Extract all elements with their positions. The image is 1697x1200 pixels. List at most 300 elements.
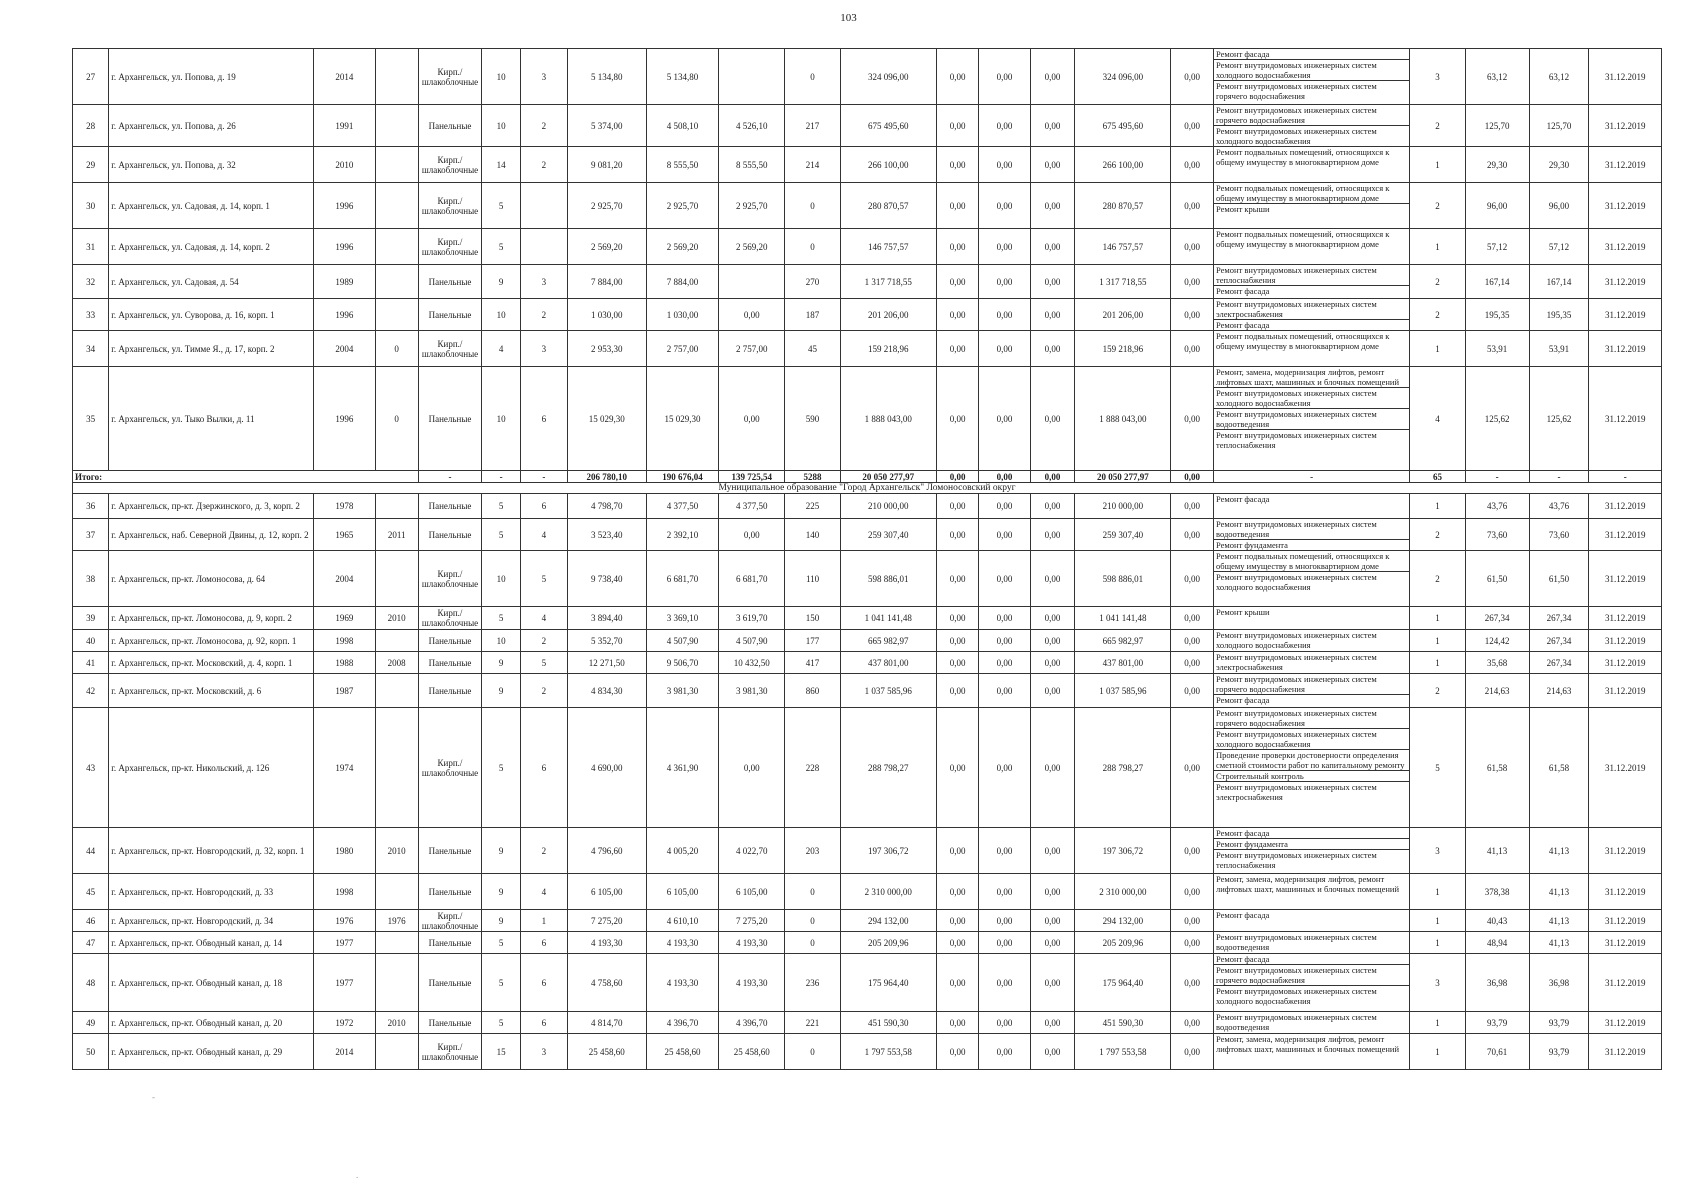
total-cost-cell: 324 096,00 <box>840 49 936 105</box>
works-count-cell: 1 <box>1410 652 1465 674</box>
reconstruction-year-cell: 2010 <box>375 607 418 630</box>
works-count-cell: 3 <box>1410 49 1465 105</box>
max-unit-cost-cell: 267,34 <box>1529 630 1589 652</box>
total-area-cell: 9 738,40 <box>567 551 646 607</box>
local-budget-cell: 0,00 <box>1030 954 1075 1012</box>
work-item: Ремонт внутридомовых инженерных систем холодного водоснабжения <box>1214 729 1409 750</box>
residents-cell: 0 <box>785 910 840 932</box>
works-list-cell <box>1214 183 1410 229</box>
totals-local: 0,00 <box>1030 471 1075 483</box>
total-area-cell: 5 374,00 <box>567 105 646 147</box>
totals-row <box>73 471 1662 483</box>
reconstruction-year-cell <box>375 551 418 607</box>
local-budget-cell: 0,00 <box>1030 652 1075 674</box>
address-cell: г. Архангельск, пр-кт. Новгородский, д. 34 <box>109 910 314 932</box>
living-area-cell: 15 029,30 <box>646 367 719 471</box>
fund-cell: 0,00 <box>936 147 979 183</box>
total-area-cell: 9 081,20 <box>567 147 646 183</box>
works-count-cell: 1 <box>1410 1012 1465 1034</box>
reconstruction-year-cell <box>375 299 418 331</box>
completion-date-cell: 31.12.2019 <box>1589 183 1662 229</box>
work-item: Ремонт фасада <box>1216 910 1270 920</box>
works-count-cell: 1 <box>1410 874 1465 910</box>
living-area-cell: 3 981,30 <box>646 674 719 708</box>
works-list-cell <box>1214 910 1410 932</box>
work-item: Ремонт внутридомовых инженерных систем водоотведения <box>1214 409 1409 430</box>
private-area-cell: 8 555,50 <box>719 147 785 183</box>
local-budget-cell: 0,00 <box>1030 674 1075 708</box>
local-budget-cell: 0,00 <box>1030 519 1075 551</box>
address-cell: г. Архангельск, пр-кт. Новгородский, д. 33 <box>109 874 314 910</box>
other-funds-cell: 0,00 <box>1171 630 1214 652</box>
floors-cell: 15 <box>482 1034 520 1070</box>
unit-cost-cell: 35,68 <box>1465 652 1529 674</box>
address-cell: г. Архангельск, ул. Попова, д. 32 <box>109 147 314 183</box>
works-list-cell <box>1214 367 1410 471</box>
private-area-cell: 4 507,90 <box>719 630 785 652</box>
entrances-cell: 2 <box>520 674 567 708</box>
work-item: Строительный контроль <box>1214 771 1409 782</box>
table-row <box>73 331 1662 367</box>
max-unit-cost-cell: 267,34 <box>1529 652 1589 674</box>
work-item: Ремонт внутридомовых инженерных систем холодного водоснабжения <box>1216 126 1377 146</box>
unit-cost-cell: 167,14 <box>1465 265 1529 299</box>
reconstruction-year-cell <box>375 494 418 519</box>
work-item: Ремонт внутридомовых инженерных систем теплоснабжения <box>1216 850 1377 870</box>
unit-cost-cell: 195,35 <box>1465 299 1529 331</box>
entrances-cell: 2 <box>520 630 567 652</box>
max-unit-cost-cell: 214,63 <box>1529 674 1589 708</box>
totals-total-area: 206 780,10 <box>567 471 646 483</box>
works-list-cell <box>1214 1034 1410 1070</box>
table-row <box>73 265 1662 299</box>
floors-cell: 9 <box>482 265 520 299</box>
unit-cost-cell: 125,70 <box>1465 105 1529 147</box>
totals-private-area: 139 725,54 <box>719 471 785 483</box>
local-budget-cell: 0,00 <box>1030 147 1075 183</box>
living-area-cell: 4 377,50 <box>646 494 719 519</box>
totals-dash: - <box>1589 471 1662 483</box>
regional-budget-cell: 0,00 <box>979 229 1030 265</box>
address-cell: г. Архангельск, пр-кт. Ломоносова, д. 9, корп. 2 <box>109 607 314 630</box>
work-item: Ремонт внутридомовых инженерных систем водоотведения <box>1216 932 1377 952</box>
fund-cell: 0,00 <box>936 607 979 630</box>
section-title: Муниципальное образование "Город Архангельск" Ломоносовский округ <box>73 483 1662 494</box>
total-area-cell: 4 690,00 <box>567 708 646 828</box>
work-item: Ремонт внутридомовых инженерных систем холодного водоснабжения <box>1216 572 1377 592</box>
row-number: 46 <box>73 910 109 932</box>
total-cost-cell: 1 317 718,55 <box>840 265 936 299</box>
reconstruction-year-cell: 0 <box>375 331 418 367</box>
address-cell: г. Архангельск, ул. Попова, д. 19 <box>109 49 314 105</box>
table-row <box>73 105 1662 147</box>
totals-dash: - <box>520 471 567 483</box>
max-unit-cost-cell: 96,00 <box>1529 183 1589 229</box>
table-row <box>73 494 1662 519</box>
floors-cell: 5 <box>482 229 520 265</box>
works-count-cell: 2 <box>1410 183 1465 229</box>
wall-material-cell: Кирп./ шлакоблочные <box>418 229 482 265</box>
living-area-cell: 1 030,00 <box>646 299 719 331</box>
work-item: Ремонт фундамента <box>1214 839 1409 850</box>
owners-funds-cell: 1 797 553,58 <box>1075 1034 1171 1070</box>
works-count-cell: 1 <box>1410 630 1465 652</box>
total-area-cell: 7 275,20 <box>567 910 646 932</box>
local-budget-cell: 0,00 <box>1030 551 1075 607</box>
total-area-cell: 4 193,30 <box>567 932 646 954</box>
totals-dash: - <box>1465 471 1529 483</box>
wall-material-cell: Кирп./ шлакоблочные <box>418 910 482 932</box>
works-list-cell <box>1214 551 1410 607</box>
work-item: Ремонт крыши <box>1216 607 1270 617</box>
regional-budget-cell: 0,00 <box>979 874 1030 910</box>
works-list-cell <box>1214 494 1410 519</box>
totals-living-area: 190 676,04 <box>646 471 719 483</box>
entrances-cell: 3 <box>520 265 567 299</box>
table-row <box>73 607 1662 630</box>
unit-cost-cell: 29,30 <box>1465 147 1529 183</box>
table-row <box>73 551 1662 607</box>
total-cost-cell: 2 310 000,00 <box>840 874 936 910</box>
row-number: 50 <box>73 1034 109 1070</box>
private-area-cell: 4 377,50 <box>719 494 785 519</box>
wall-material-cell: Панельные <box>418 299 482 331</box>
private-area-cell: 0,00 <box>719 708 785 828</box>
work-item: Ремонт подвальных помещений, относящихся к общему имуществу в многоквартирном доме <box>1216 331 1390 351</box>
entrances-cell: 6 <box>520 932 567 954</box>
private-area-cell: 0,00 <box>719 519 785 551</box>
entrances-cell: 6 <box>520 367 567 471</box>
floors-cell: 9 <box>482 874 520 910</box>
table-row <box>73 910 1662 932</box>
work-item: Ремонт внутридомовых инженерных систем теплоснабжения <box>1214 265 1409 286</box>
max-unit-cost-cell: 93,79 <box>1529 1034 1589 1070</box>
works-list-cell <box>1214 828 1410 874</box>
reconstruction-year-cell: 1976 <box>375 910 418 932</box>
totals-residents: 5288 <box>785 471 840 483</box>
other-funds-cell: 0,00 <box>1171 519 1214 551</box>
works-count-cell: 3 <box>1410 954 1465 1012</box>
residents-cell: 860 <box>785 674 840 708</box>
work-item: Ремонт фасада <box>1214 954 1409 965</box>
owners-funds-cell: 1 317 718,55 <box>1075 265 1171 299</box>
unit-cost-cell: 125,62 <box>1465 367 1529 471</box>
living-area-cell: 6 681,70 <box>646 551 719 607</box>
unit-cost-cell: 57,12 <box>1465 229 1529 265</box>
living-area-cell: 6 105,00 <box>646 874 719 910</box>
private-area-cell: 3 619,70 <box>719 607 785 630</box>
row-number: 39 <box>73 607 109 630</box>
fund-cell: 0,00 <box>936 910 979 932</box>
total-cost-cell: 451 590,30 <box>840 1012 936 1034</box>
work-item: Ремонт фасада <box>1216 695 1270 705</box>
residents-cell: 0 <box>785 229 840 265</box>
address-cell: г. Архангельск, ул. Тимме Я., д. 17, корп. 2 <box>109 331 314 367</box>
work-item: Ремонт внутридомовых инженерных систем холодного водоснабжения <box>1214 388 1409 409</box>
max-unit-cost-cell: 41,13 <box>1529 874 1589 910</box>
table-row <box>73 49 1662 105</box>
living-area-cell: 4 193,30 <box>646 932 719 954</box>
private-area-cell: 0,00 <box>719 299 785 331</box>
totals-regional: 0,00 <box>979 471 1030 483</box>
completion-date-cell: 31.12.2019 <box>1589 265 1662 299</box>
table-row <box>73 874 1662 910</box>
address-cell: г. Архангельск, наб. Северной Двины, д. 12, корп. 2 <box>109 519 314 551</box>
unit-cost-cell: 93,79 <box>1465 1012 1529 1034</box>
completion-date-cell: 31.12.2019 <box>1589 954 1662 1012</box>
commission-year-cell: 1989 <box>314 265 376 299</box>
row-number: 37 <box>73 519 109 551</box>
row-number: 28 <box>73 105 109 147</box>
works-count-cell: 1 <box>1410 229 1465 265</box>
residents-cell: 150 <box>785 607 840 630</box>
completion-date-cell: 31.12.2019 <box>1589 1012 1662 1034</box>
total-cost-cell: 146 757,57 <box>840 229 936 265</box>
unit-cost-cell: 53,91 <box>1465 331 1529 367</box>
wall-material-cell: Панельные <box>418 954 482 1012</box>
unit-cost-cell: 214,63 <box>1465 674 1529 708</box>
reconstruction-year-cell: 0 <box>375 367 418 471</box>
regional-budget-cell: 0,00 <box>979 105 1030 147</box>
wall-material-cell: Кирп./ шлакоблочные <box>418 183 482 229</box>
unit-cost-cell: 36,98 <box>1465 954 1529 1012</box>
completion-date-cell: 31.12.2019 <box>1589 229 1662 265</box>
work-item: Ремонт внутридомовых инженерных систем горячего водоснабжения <box>1216 81 1377 101</box>
total-area-cell: 2 925,70 <box>567 183 646 229</box>
completion-date-cell: 31.12.2019 <box>1589 874 1662 910</box>
private-area-cell: 6 681,70 <box>719 551 785 607</box>
reconstruction-year-cell <box>375 105 418 147</box>
commission-year-cell: 1998 <box>314 630 376 652</box>
residents-cell: 417 <box>785 652 840 674</box>
work-item: Ремонт, замена, модернизация лифтов, ремонт лифтовых шахт, машинных и блочных помещений <box>1216 1034 1400 1054</box>
regional-budget-cell: 0,00 <box>979 1034 1030 1070</box>
floors-cell: 5 <box>482 519 520 551</box>
max-unit-cost-cell: 29,30 <box>1529 147 1589 183</box>
unit-cost-cell: 267,34 <box>1465 607 1529 630</box>
fund-cell: 0,00 <box>936 299 979 331</box>
regional-budget-cell: 0,00 <box>979 910 1030 932</box>
owners-funds-cell: 294 132,00 <box>1075 910 1171 932</box>
private-area-cell: 3 981,30 <box>719 674 785 708</box>
owners-funds-cell: 210 000,00 <box>1075 494 1171 519</box>
total-cost-cell: 280 870,57 <box>840 183 936 229</box>
page-number: 103 <box>840 12 857 24</box>
table-row <box>73 229 1662 265</box>
total-area-cell: 3 894,40 <box>567 607 646 630</box>
works-list-cell <box>1214 519 1410 551</box>
total-area-cell: 25 458,60 <box>567 1034 646 1070</box>
total-area-cell: 4 798,70 <box>567 494 646 519</box>
floors-cell: 10 <box>482 105 520 147</box>
residents-cell: 221 <box>785 1012 840 1034</box>
living-area-cell: 2 757,00 <box>646 331 719 367</box>
works-count-cell: 2 <box>1410 105 1465 147</box>
private-area-cell: 2 757,00 <box>719 331 785 367</box>
residents-cell: 203 <box>785 828 840 874</box>
work-item: Ремонт фундамента <box>1216 540 1288 550</box>
fund-cell: 0,00 <box>936 1034 979 1070</box>
other-funds-cell: 0,00 <box>1171 652 1214 674</box>
private-area-cell: 25 458,60 <box>719 1034 785 1070</box>
other-funds-cell: 0,00 <box>1171 1034 1214 1070</box>
address-cell: г. Архангельск, пр-кт. Обводный канал, д. 20 <box>109 1012 314 1034</box>
private-area-cell: 4 193,30 <box>719 954 785 1012</box>
reconstruction-year-cell: 2008 <box>375 652 418 674</box>
entrances-cell <box>520 229 567 265</box>
row-number: 32 <box>73 265 109 299</box>
private-area-cell: 6 105,00 <box>719 874 785 910</box>
entrances-cell: 4 <box>520 519 567 551</box>
row-number: 35 <box>73 367 109 471</box>
local-budget-cell: 0,00 <box>1030 299 1075 331</box>
works-list-cell <box>1214 147 1410 183</box>
total-area-cell: 4 834,30 <box>567 674 646 708</box>
completion-date-cell: 31.12.2019 <box>1589 494 1662 519</box>
address-cell: г. Архангельск, ул. Садовая, д. 14, корп. 1 <box>109 183 314 229</box>
local-budget-cell: 0,00 <box>1030 494 1075 519</box>
owners-funds-cell: 201 206,00 <box>1075 299 1171 331</box>
living-area-cell: 4 361,90 <box>646 708 719 828</box>
total-area-cell: 4 814,70 <box>567 1012 646 1034</box>
work-item: Ремонт внутридомовых инженерных систем горячего водоснабжения <box>1214 674 1409 695</box>
entrances-cell: 2 <box>520 828 567 874</box>
works-count-cell: 2 <box>1410 265 1465 299</box>
entrances-cell: 3 <box>520 1034 567 1070</box>
entrances-cell: 6 <box>520 954 567 1012</box>
floors-cell: 5 <box>482 494 520 519</box>
commission-year-cell: 1976 <box>314 910 376 932</box>
work-item: Ремонт внутридомовых инженерных систем холодного водоснабжения <box>1216 630 1377 650</box>
unit-cost-cell: 124,42 <box>1465 630 1529 652</box>
work-item: Ремонт внутридомовых инженерных систем водоотведения <box>1216 1012 1377 1032</box>
wall-material-cell: Панельные <box>418 674 482 708</box>
address-cell: г. Архангельск, пр-кт. Обводный канал, д. 18 <box>109 954 314 1012</box>
row-number: 33 <box>73 299 109 331</box>
table-row <box>73 828 1662 874</box>
residents-cell: 590 <box>785 367 840 471</box>
entrances-cell: 4 <box>520 874 567 910</box>
address-cell: г. Архангельск, пр-кт. Ломоносова, д. 64 <box>109 551 314 607</box>
living-area-cell: 25 458,60 <box>646 1034 719 1070</box>
unit-cost-cell: 378,38 <box>1465 874 1529 910</box>
total-area-cell: 4 796,60 <box>567 828 646 874</box>
table-row <box>73 674 1662 708</box>
completion-date-cell: 31.12.2019 <box>1589 519 1662 551</box>
table-row <box>73 708 1662 828</box>
row-number: 41 <box>73 652 109 674</box>
totals-label: Итого: <box>73 471 419 483</box>
works-list-cell <box>1214 299 1410 331</box>
row-number: 49 <box>73 1012 109 1034</box>
work-item: Ремонт внутридомовых инженерных систем электроснабжения <box>1214 299 1409 320</box>
commission-year-cell: 1996 <box>314 367 376 471</box>
owners-funds-cell: 205 209,96 <box>1075 932 1171 954</box>
reconstruction-year-cell <box>375 932 418 954</box>
owners-funds-cell: 1 041 141,48 <box>1075 607 1171 630</box>
fund-cell: 0,00 <box>936 551 979 607</box>
local-budget-cell: 0,00 <box>1030 630 1075 652</box>
regional-budget-cell: 0,00 <box>979 551 1030 607</box>
commission-year-cell: 1977 <box>314 932 376 954</box>
other-funds-cell: 0,00 <box>1171 105 1214 147</box>
owners-funds-cell: 675 495,60 <box>1075 105 1171 147</box>
entrances-cell: 5 <box>520 551 567 607</box>
address-cell: г. Архангельск, ул. Садовая, д. 54 <box>109 265 314 299</box>
entrances-cell: 3 <box>520 49 567 105</box>
fund-cell: 0,00 <box>936 49 979 105</box>
work-item: Ремонт подвальных помещений, относящихся к общему имуществу в многоквартирном доме <box>1214 183 1409 204</box>
table-row <box>73 932 1662 954</box>
floors-cell: 5 <box>482 607 520 630</box>
table-row <box>73 1012 1662 1034</box>
work-item: Ремонт подвальных помещений, относящихся к общему имуществу в многоквартирном доме <box>1216 229 1390 249</box>
residents-cell: 0 <box>785 49 840 105</box>
total-cost-cell: 210 000,00 <box>840 494 936 519</box>
commission-year-cell: 1965 <box>314 519 376 551</box>
regional-budget-cell: 0,00 <box>979 954 1030 1012</box>
unit-cost-cell: 40,43 <box>1465 910 1529 932</box>
section-row <box>73 483 1662 494</box>
capital-repair-table <box>72 48 1662 1070</box>
completion-date-cell: 31.12.2019 <box>1589 367 1662 471</box>
residents-cell: 214 <box>785 147 840 183</box>
works-count-cell: 2 <box>1410 519 1465 551</box>
floors-cell: 9 <box>482 910 520 932</box>
totals-works-count: 65 <box>1410 471 1465 483</box>
commission-year-cell: 1988 <box>314 652 376 674</box>
floors-cell: 10 <box>482 299 520 331</box>
owners-funds-cell: 1 888 043,00 <box>1075 367 1171 471</box>
address-cell: г. Архангельск, ул. Суворова, д. 16, корп. 1 <box>109 299 314 331</box>
reconstruction-year-cell <box>375 674 418 708</box>
fund-cell: 0,00 <box>936 652 979 674</box>
owners-funds-cell: 1 037 585,96 <box>1075 674 1171 708</box>
completion-date-cell: 31.12.2019 <box>1589 1034 1662 1070</box>
address-cell: г. Архангельск, ул. Садовая, д. 14, корп. 2 <box>109 229 314 265</box>
entrances-cell: 6 <box>520 1012 567 1034</box>
private-area-cell: 4 526,10 <box>719 105 785 147</box>
living-area-cell: 7 884,00 <box>646 265 719 299</box>
other-funds-cell: 0,00 <box>1171 265 1214 299</box>
wall-material-cell: Панельные <box>418 494 482 519</box>
address-cell: г. Архангельск, пр-кт. Обводный канал, д. 29 <box>109 1034 314 1070</box>
other-funds-cell: 0,00 <box>1171 828 1214 874</box>
scan-mark: . <box>356 1170 359 1180</box>
commission-year-cell: 2004 <box>314 551 376 607</box>
other-funds-cell: 0,00 <box>1171 874 1214 910</box>
fund-cell: 0,00 <box>936 708 979 828</box>
wall-material-cell: Панельные <box>418 265 482 299</box>
row-number: 30 <box>73 183 109 229</box>
reconstruction-year-cell <box>375 49 418 105</box>
repair-program-table <box>72 48 1662 1070</box>
address-cell: г. Архангельск, пр-кт. Дзержинского, д. 3, корп. 2 <box>109 494 314 519</box>
work-item: Ремонт фасада <box>1214 49 1409 60</box>
total-area-cell: 5 352,70 <box>567 630 646 652</box>
work-item: Ремонт внутридомовых инженерных систем электроснабжения <box>1216 782 1377 802</box>
fund-cell: 0,00 <box>936 519 979 551</box>
max-unit-cost-cell: 167,14 <box>1529 265 1589 299</box>
living-area-cell: 8 555,50 <box>646 147 719 183</box>
work-item: Ремонт, замена, модернизация лифтов, ремонт лифтовых шахт, машинных и блочных помещений <box>1216 874 1400 894</box>
private-area-cell: 10 432,50 <box>719 652 785 674</box>
total-area-cell: 5 134,80 <box>567 49 646 105</box>
floors-cell: 10 <box>482 630 520 652</box>
commission-year-cell: 1991 <box>314 105 376 147</box>
works-list-cell <box>1214 1012 1410 1034</box>
residents-cell: 236 <box>785 954 840 1012</box>
